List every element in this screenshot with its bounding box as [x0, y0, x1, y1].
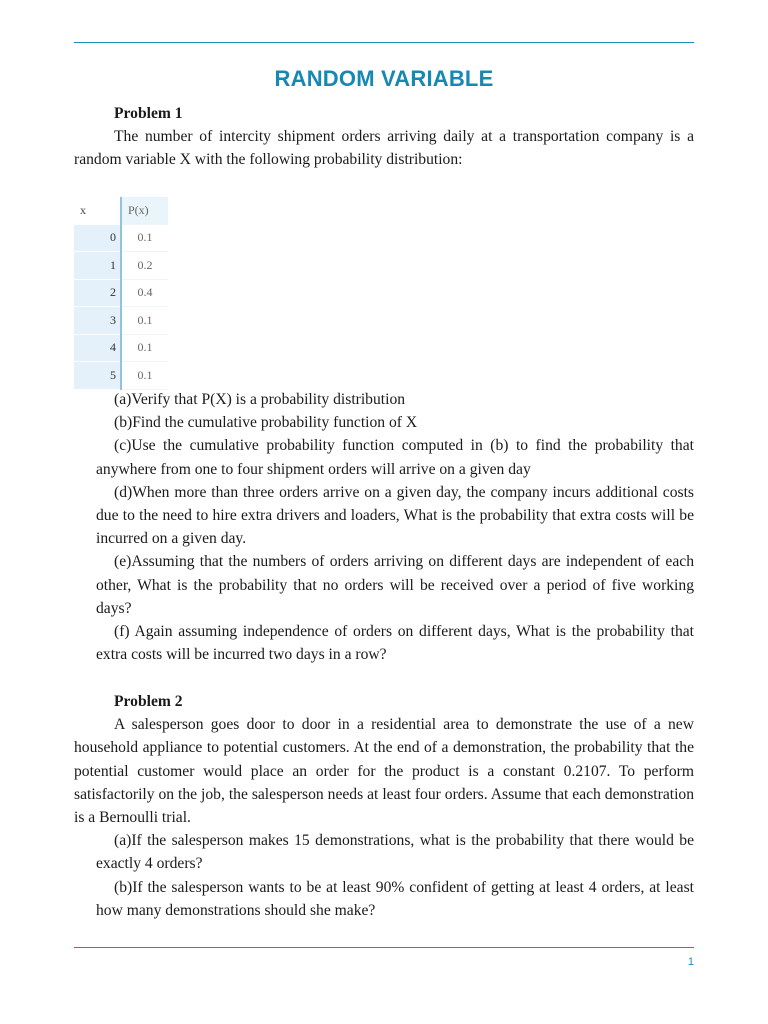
table-row	[74, 252, 168, 280]
item-text: Assuming that the numbers of orders arriving on different days are independent of each other, What is the probability that no orders will be received over a period of five working days?	[96, 553, 694, 617]
probability-distribution-table	[74, 197, 168, 390]
item-label: (b)	[114, 878, 133, 896]
table-row	[74, 224, 168, 252]
table-cell-px: 0.1	[121, 307, 168, 335]
problem-2-block	[74, 690, 694, 922]
header-rule	[74, 42, 694, 43]
table-cell-x: 2	[74, 279, 121, 307]
problem-2-intro: A salesperson goes door to door in a residential area to demonstrate the use of a new household appliance to potential customers. At the end of a demonstration, the probability that the potential customer would place an order for the product is a constant 0.2107. To perform satisfactorily on the job, the salesperson needs at least four orders. Assume that each demonstration is a Bernoulli trial.	[74, 716, 694, 827]
table-header-x: x	[74, 197, 121, 224]
item-text: When more than three orders arrive on a given day, the company incurs additional costs due to the need to hire extra drivers and loaders, What is the probability that extra costs will be incurred on a given day.	[96, 483, 694, 548]
table-header-row	[74, 197, 168, 224]
list-item	[74, 550, 694, 620]
problem-1-intro-block	[74, 102, 694, 172]
list-item	[74, 388, 694, 411]
table-cell-px: 0.1	[121, 362, 168, 390]
item-text: If the salesperson makes 15 demonstrations, what is the probability that there would be exactly 4 orders?	[96, 832, 694, 873]
item-text: If the salesperson wants to be at least 90% confident of getting at least 4 orders, at least how many demonstrations should she make?	[96, 878, 694, 919]
problem-1-heading: Problem 1	[114, 105, 183, 122]
item-label: (d)	[114, 483, 133, 501]
page-title: RANDOM VARIABLE	[274, 66, 494, 91]
item-text: Verify that P(X) is a probability distribution	[131, 391, 406, 408]
table-row	[74, 334, 168, 362]
table-cell-x: 5	[74, 362, 121, 390]
table-cell-x: 3	[74, 307, 121, 335]
table-cell-px: 0.1	[121, 224, 168, 252]
table-row	[74, 307, 168, 335]
table-cell-x: 4	[74, 334, 121, 362]
item-text: Find the cumulative probability function of X	[132, 414, 418, 432]
table-cell-px: 0.4	[121, 279, 168, 307]
item-label: (a)	[114, 832, 132, 850]
table-header-px: P(x)	[121, 197, 168, 224]
table-row	[74, 362, 168, 390]
item-label: (a)	[114, 391, 132, 408]
list-item	[74, 620, 694, 666]
list-item	[74, 411, 694, 434]
item-label: (f)	[114, 623, 130, 641]
item-label: (c)	[114, 437, 132, 455]
table-cell-x: 0	[74, 224, 121, 252]
table-cell-px: 0.2	[121, 252, 168, 280]
list-item	[74, 829, 694, 875]
footer-rule	[74, 947, 694, 948]
problem-1-intro: The number of intercity shipment orders arriving daily at a transportation company is a random variable X with the following probability distribution:	[74, 128, 694, 169]
problem-2-heading: Problem 2	[114, 693, 183, 710]
table-cell-px: 0.1	[121, 334, 168, 362]
list-item	[74, 876, 694, 922]
item-label: (e)	[114, 553, 132, 571]
list-item	[74, 434, 694, 480]
item-label: (b)	[114, 414, 133, 432]
page-number: 1	[687, 956, 694, 968]
table-row	[74, 279, 168, 307]
item-text: Again assuming independence of orders on different days, What is the probability that extra costs will be incurred two days in a row?	[96, 623, 694, 664]
item-text: Use the cumulative probability function computed in (b) to find the probability that anywhere from one to four shipment orders will arrive on a given day	[96, 437, 694, 478]
table-cell-x: 1	[74, 252, 121, 280]
problem-1-items	[74, 388, 694, 666]
list-item	[74, 481, 694, 551]
